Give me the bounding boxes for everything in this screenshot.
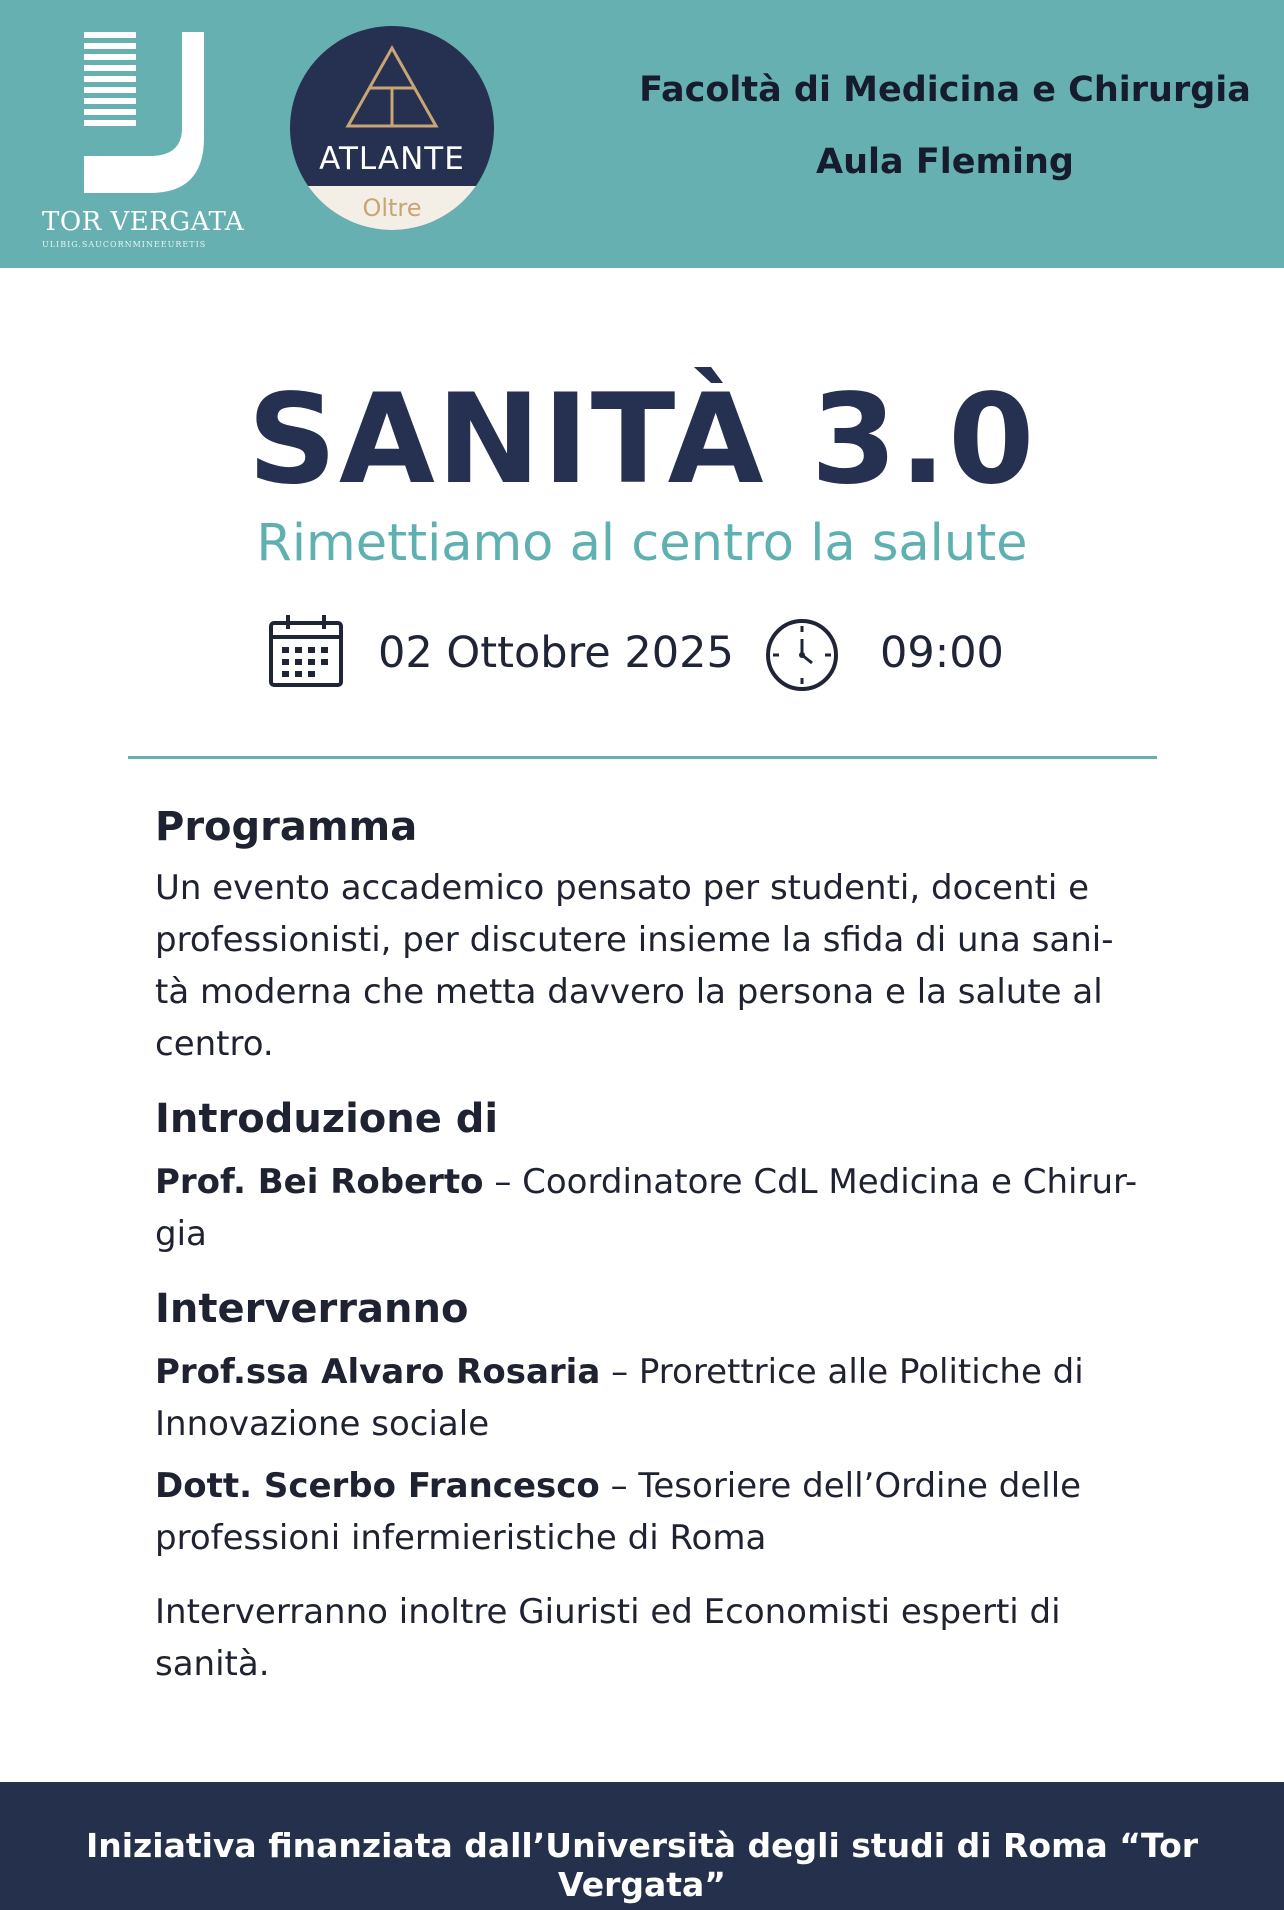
introduction-speaker xyxy=(155,1156,1155,1260)
partner-sub: Oltre xyxy=(362,194,422,222)
event-subtitle: Rimettiamo al centro la salute xyxy=(256,514,1028,573)
event-date: 02 Ottobre 2025 xyxy=(378,628,734,678)
program-line: tà moderna che metta davvero la persona e la salute al xyxy=(155,972,1103,1012)
university-name: TOR VERGATA xyxy=(42,207,245,237)
speaker-name: Prof. Bei Roberto xyxy=(155,1162,484,1202)
section-divider xyxy=(128,756,1157,759)
program-content xyxy=(155,800,1155,1690)
program-heading: Programma xyxy=(155,804,418,850)
introduction-heading: Introduzione di xyxy=(155,1096,499,1142)
speaker-role: – Coordinatore CdL Medicina e Chirur- xyxy=(483,1162,1138,1202)
speaker-role-cont: gia xyxy=(155,1214,207,1254)
note-line: sanità. xyxy=(155,1644,270,1684)
calendar-icon xyxy=(268,613,344,689)
university-motto: ULIBIG.SAUCORNMINEEURETIS xyxy=(42,240,207,249)
program-description xyxy=(155,862,1155,1070)
speaker-item xyxy=(155,1346,1155,1450)
room-name: Aula Fleming xyxy=(816,142,1074,182)
program-line: Un evento accademico pensato per studenti, docenti e xyxy=(155,868,1090,908)
speaker-role: – Prorettrice alle Politiche di xyxy=(600,1352,1084,1392)
speaker-item xyxy=(155,1460,1155,1564)
speaker-role: – Tesoriere dell’Ordine delle xyxy=(599,1466,1082,1506)
speaker-name: Dott. Scerbo Francesco xyxy=(155,1466,600,1506)
event-title: SANITÀ 3.0 xyxy=(247,368,1037,512)
speaker-role-cont: professioni infermieristiche di Roma xyxy=(155,1518,767,1558)
faculty-name: Facoltà di Medicina e Chirurgia xyxy=(639,70,1251,110)
speakers-heading: Interverranno xyxy=(155,1286,469,1332)
speaker-role-cont: Innovazione sociale xyxy=(155,1404,490,1444)
program-line: centro. xyxy=(155,1024,274,1064)
funding-note: Iniziativa finanziata dall’Università degli studi di Roma “Tor Vergata” xyxy=(85,1826,1199,1904)
partner-name: ATLANTE xyxy=(319,141,465,177)
speakers-note xyxy=(155,1586,1155,1690)
clock-icon xyxy=(764,617,840,693)
event-time: 09:00 xyxy=(880,628,1004,678)
program-line: professionisti, per discutere insieme la sfida di una sani- xyxy=(155,920,1114,960)
speaker-name: Prof.ssa Alvaro Rosaria xyxy=(155,1352,601,1392)
note-line: Interverranno inoltre Giuristi ed Economisti esperti di xyxy=(155,1592,1061,1632)
